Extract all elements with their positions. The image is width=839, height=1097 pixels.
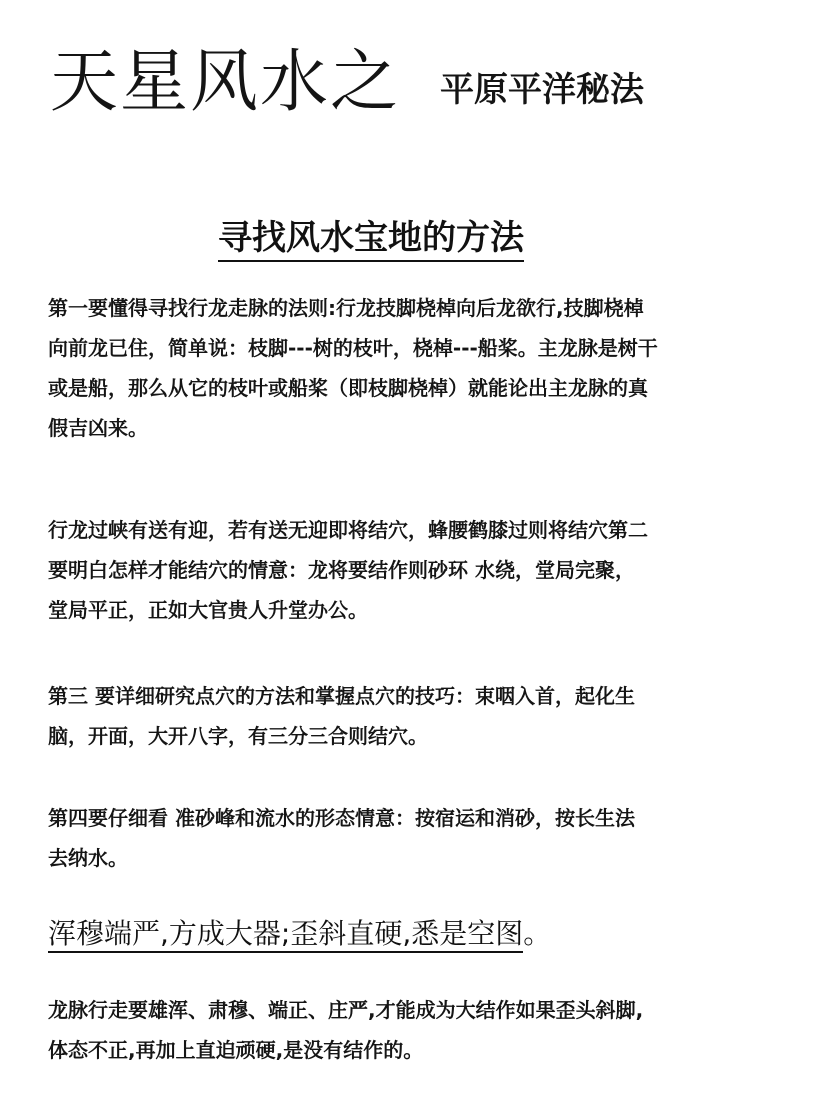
paragraph-line: 假吉凶来。 <box>48 416 148 440</box>
paragraph-line: 龙脉行走要雄浑、肃穆、端正、庄严,才能成为大结作如果歪头斜脚, <box>48 998 644 1022</box>
paragraph-1 <box>48 288 698 448</box>
paragraph-2 <box>48 510 698 630</box>
header-main-title: 天星风水之 <box>50 43 401 122</box>
section-title: 寻找风水宝地的方法 <box>218 216 524 262</box>
paragraph-4 <box>48 798 698 878</box>
header-subtitle: 平原平洋秘法 <box>440 70 644 110</box>
paragraph-line: 脑，开面，大开八字，有三分三合则结穴。 <box>48 724 428 748</box>
paragraph-line: 体态不正,再加上直迫顽硬,是没有结作的。 <box>48 1038 424 1062</box>
paragraph-line: 堂局平正，正如大官贵人升堂办公。 <box>48 598 368 622</box>
paragraph-line: 第一要懂得寻找行龙走脉的法则:行龙技脚桡棹向后龙欲行,技脚桡棹 <box>48 296 644 320</box>
motto <box>48 912 551 952</box>
paragraph-line: 向前龙已住，简单说：枝脚---树的枝叶，桡棹---船桨。主龙脉是树干 <box>48 336 658 360</box>
paragraph-line: 要明白怎样才能结穴的情意：龙将要结作则砂环 水绕，堂局完聚， <box>48 558 635 582</box>
paragraph-line: 第四要仔细看 准砂峰和流水的形态情意：按宿运和消砂，按长生法 <box>48 806 635 830</box>
motto-end-mark: 。 <box>523 917 552 950</box>
paragraph-line: 行龙过峡有送有迎，若有送无迎即将结穴，蜂腰鹤膝过则将结穴第二 <box>48 518 648 542</box>
paragraph-line: 或是船，那么从它的枝叶或船桨（即枝脚桡棹）就能论出主龙脉的真 <box>48 376 648 400</box>
paragraph-line: 去纳水。 <box>48 846 128 870</box>
paragraph-line: 第三 要详细研究点穴的方法和掌握点穴的技巧：束咽入首，起化生 <box>48 684 635 708</box>
paragraph-3 <box>48 676 698 756</box>
paragraph-5 <box>48 990 698 1070</box>
motto-underlined: 浑穆端严,方成大器;歪斜直硬,悉是空图 <box>48 917 523 953</box>
